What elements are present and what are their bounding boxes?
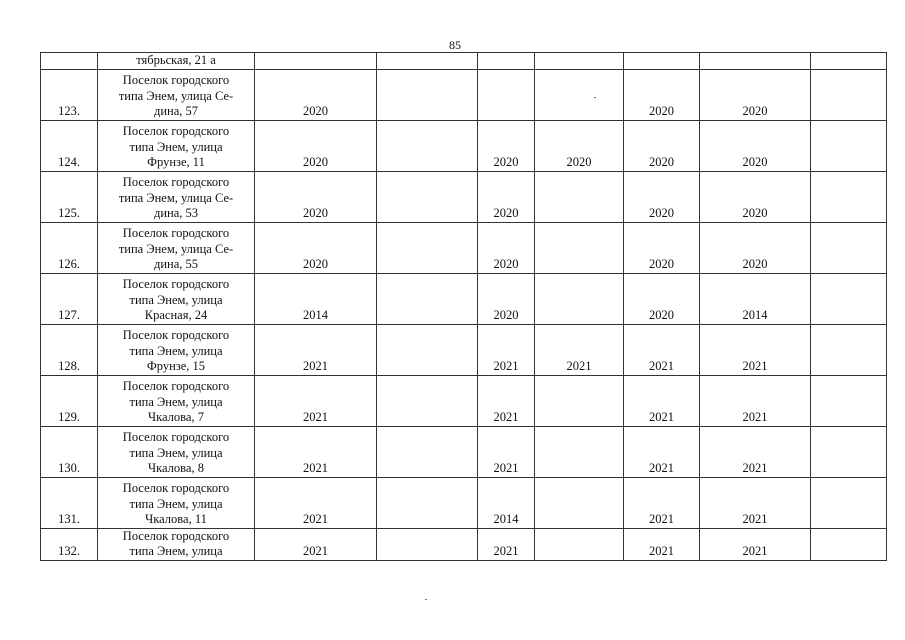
year-cell	[811, 53, 887, 70]
year-cell	[624, 53, 700, 70]
address-line: Поселок городского	[122, 430, 230, 444]
table-row	[41, 324, 887, 375]
table-row	[41, 426, 887, 477]
address-cell	[98, 528, 255, 560]
year-cell	[700, 171, 811, 222]
year-cell	[255, 426, 377, 477]
year-cell	[377, 69, 478, 120]
year-cell	[478, 477, 535, 528]
year-cell	[811, 222, 887, 273]
address-line: тябрьская, 21 а	[136, 53, 216, 67]
year-value: 2021	[649, 461, 674, 475]
year-cell	[811, 273, 887, 324]
year-value: 2020	[649, 308, 674, 322]
year-value: 2021	[742, 544, 768, 558]
page-number: 85	[449, 38, 461, 52]
year-value: 2014	[303, 308, 328, 322]
row-number-cell: 123.	[41, 69, 98, 120]
row-number-cell: 129.	[41, 375, 98, 426]
year-cell	[535, 324, 624, 375]
address-cell	[98, 324, 255, 375]
year-value: 2020	[649, 104, 674, 118]
year-value: 2020	[566, 155, 592, 169]
year-cell	[377, 171, 478, 222]
row-number-cell: 132.	[41, 528, 98, 560]
year-cell	[255, 477, 377, 528]
year-cell	[255, 324, 377, 375]
table-row	[41, 375, 887, 426]
year-value: 2020	[649, 206, 674, 220]
year-value: 2020	[303, 155, 328, 169]
year-cell	[700, 120, 811, 171]
year-value: 2020	[742, 257, 768, 271]
year-cell	[624, 273, 700, 324]
address-cell	[98, 69, 255, 120]
table-row	[41, 69, 887, 120]
year-value: 2021	[649, 359, 674, 373]
address-line: Поселок городского	[122, 277, 230, 291]
year-cell	[478, 426, 535, 477]
year-value: 2021	[742, 512, 768, 526]
year-cell	[624, 171, 700, 222]
address-cell	[98, 222, 255, 273]
year-cell	[377, 273, 478, 324]
address-cell	[98, 120, 255, 171]
row-number-cell: 128.	[41, 324, 98, 375]
address-line: Чкалова, 7	[148, 410, 204, 424]
table-row	[41, 171, 887, 222]
address-line: типа Энем, улица Се-	[118, 88, 234, 103]
year-value: 2021	[493, 410, 519, 424]
year-cell	[535, 222, 624, 273]
address-line: Поселок городского	[122, 124, 230, 138]
year-cell	[255, 53, 377, 70]
year-value: 2020	[303, 206, 328, 220]
year-cell	[478, 120, 535, 171]
address-line: Фрунзе, 11	[147, 155, 205, 169]
year-cell	[377, 324, 478, 375]
year-value: 2021	[742, 461, 768, 475]
year-cell	[624, 324, 700, 375]
address-line: Поселок городского	[122, 175, 230, 189]
row-number-cell: 131.	[41, 477, 98, 528]
year-cell	[255, 273, 377, 324]
address-line: типа Энем, улица	[129, 544, 223, 558]
year-value: 2020	[303, 257, 328, 271]
year-value: 2020	[493, 308, 519, 322]
row-number-cell: 124.	[41, 120, 98, 171]
address-line: Красная, 24	[144, 308, 208, 322]
repair-schedule-table	[40, 52, 887, 561]
year-cell	[377, 375, 478, 426]
address-line: Чкалова, 8	[148, 461, 204, 475]
year-cell	[255, 171, 377, 222]
year-cell	[478, 375, 535, 426]
year-cell	[811, 324, 887, 375]
year-value: 2021	[493, 544, 519, 558]
address-line: дина, 55	[153, 257, 199, 271]
year-cell	[377, 426, 478, 477]
year-cell	[377, 222, 478, 273]
row-number-cell: 125.	[41, 171, 98, 222]
year-cell	[255, 222, 377, 273]
year-cell	[700, 222, 811, 273]
year-cell	[535, 273, 624, 324]
address-line: Поселок городского	[122, 379, 230, 393]
address-line: Поселок городского	[122, 226, 230, 240]
year-cell	[624, 222, 700, 273]
year-cell	[700, 69, 811, 120]
scan-speck	[594, 97, 596, 98]
address-line: Поселок городского	[122, 73, 230, 87]
address-cell	[98, 477, 255, 528]
year-cell	[811, 426, 887, 477]
year-cell	[478, 69, 535, 120]
table-body	[41, 53, 887, 561]
year-cell	[255, 69, 377, 120]
year-cell	[478, 528, 535, 560]
address-cell	[98, 426, 255, 477]
address-cell	[98, 171, 255, 222]
year-cell	[624, 375, 700, 426]
year-value: 2021	[566, 359, 592, 373]
year-value: 2020	[493, 257, 519, 271]
year-cell	[377, 528, 478, 560]
year-value: 2021	[303, 410, 328, 424]
row-number-cell: 130.	[41, 426, 98, 477]
year-value: 2021	[649, 410, 674, 424]
year-cell	[811, 69, 887, 120]
year-cell	[535, 120, 624, 171]
table-row	[41, 120, 887, 171]
table-row	[41, 273, 887, 324]
year-value: 2021	[649, 544, 674, 558]
address-line: Поселок городского	[122, 328, 230, 342]
year-cell	[811, 375, 887, 426]
year-cell	[624, 528, 700, 560]
year-value: 2021	[649, 512, 674, 526]
address-cell	[98, 273, 255, 324]
table-row	[41, 477, 887, 528]
table-row	[41, 528, 887, 560]
year-cell	[700, 53, 811, 70]
row-number-cell: 126.	[41, 222, 98, 273]
year-cell	[700, 528, 811, 560]
address-line: Поселок городского	[122, 528, 230, 543]
year-cell	[624, 120, 700, 171]
year-cell	[255, 528, 377, 560]
year-value: 2021	[303, 461, 328, 475]
year-cell	[624, 426, 700, 477]
address-line: типа Энем, улица	[129, 394, 223, 409]
year-value: 2021	[303, 359, 328, 373]
address-line: типа Энем, улица	[129, 139, 223, 154]
year-cell	[700, 426, 811, 477]
row-number-cell	[41, 53, 98, 70]
year-cell	[478, 53, 535, 70]
year-cell	[811, 120, 887, 171]
year-cell	[255, 375, 377, 426]
year-value: 2021	[493, 359, 519, 373]
year-value: 2020	[742, 104, 768, 118]
year-value: 2020	[493, 206, 519, 220]
address-line: дина, 53	[153, 206, 199, 220]
address-line: типа Энем, улица	[129, 445, 223, 460]
year-value: 2021	[742, 410, 768, 424]
year-cell	[535, 171, 624, 222]
year-cell	[478, 273, 535, 324]
year-value: 2021	[303, 544, 328, 558]
year-value: 2020	[742, 206, 768, 220]
address-line: типа Энем, улица	[129, 292, 223, 307]
year-value: 2020	[649, 257, 674, 271]
year-cell	[377, 120, 478, 171]
year-cell	[478, 171, 535, 222]
address-line: Фрунзе, 15	[146, 359, 206, 373]
year-cell	[811, 528, 887, 560]
year-value: 2020	[303, 104, 328, 118]
year-cell	[535, 69, 624, 120]
address-line: типа Энем, улица	[129, 343, 223, 358]
year-cell	[700, 375, 811, 426]
year-cell	[624, 477, 700, 528]
year-cell	[535, 426, 624, 477]
year-value: 2021	[742, 359, 768, 373]
row-number-cell: 127.	[41, 273, 98, 324]
year-cell	[811, 477, 887, 528]
address-line: Поселок городского	[122, 481, 230, 495]
year-cell	[535, 53, 624, 70]
year-cell	[700, 273, 811, 324]
scan-speck	[425, 599, 427, 600]
year-value: 2020	[649, 155, 674, 169]
year-cell	[377, 477, 478, 528]
year-value: 2020	[493, 155, 519, 169]
year-cell	[624, 69, 700, 120]
year-cell	[255, 120, 377, 171]
address-cell	[98, 53, 255, 70]
year-value: 2021	[303, 512, 328, 526]
year-cell	[700, 477, 811, 528]
year-value: 2014	[493, 512, 519, 526]
address-cell	[98, 375, 255, 426]
year-value: 2014	[742, 308, 768, 322]
address-line: типа Энем, улица Се-	[118, 241, 234, 256]
address-line: Чкалова, 11	[145, 512, 207, 526]
year-cell	[700, 324, 811, 375]
address-line: типа Энем, улица Се-	[118, 190, 234, 205]
year-cell	[535, 375, 624, 426]
year-value: 2020	[742, 155, 768, 169]
year-cell	[478, 222, 535, 273]
table-row	[41, 222, 887, 273]
table-row-continued	[41, 53, 887, 70]
year-cell	[535, 528, 624, 560]
year-value: 2021	[493, 461, 519, 475]
year-cell	[478, 324, 535, 375]
year-cell	[535, 477, 624, 528]
address-line: типа Энем, улица	[129, 496, 223, 511]
year-cell	[377, 53, 478, 70]
address-line: дина, 57	[153, 104, 199, 118]
year-cell	[811, 171, 887, 222]
